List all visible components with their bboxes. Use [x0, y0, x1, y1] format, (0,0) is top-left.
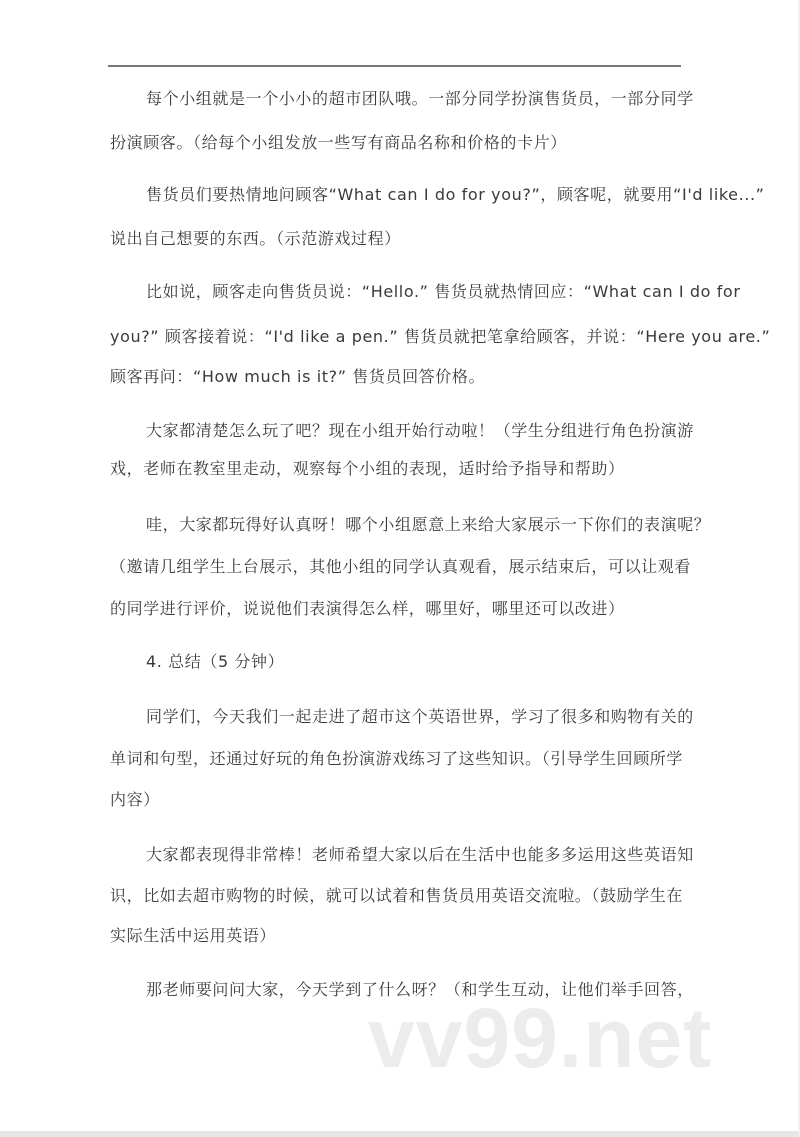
- paragraph-line: 顾客再问：“How much is it?” 售货员回答价格。: [110, 367, 486, 386]
- watermark: vv99.net: [368, 991, 713, 1085]
- paragraph-line: 实际生活中运用英语）: [110, 926, 277, 945]
- page-bottom-edge: [0, 1131, 800, 1137]
- paragraph-line: 戏，老师在教室里走动，观察每个小组的表现，适时给予指导和帮助）: [110, 459, 625, 478]
- paragraph-line: 售货员们要热情地问顾客“What can I do for you?”，顾客呢，就要用“I'd like...”: [146, 185, 765, 204]
- paragraph-line: 大家都表现得非常棒！老师希望大家以后在生活中也能多多运用这些英语知: [146, 845, 694, 864]
- section-heading: 4. 总结（5 分钟）: [146, 652, 285, 671]
- paragraph-line: 那老师要问问大家，今天学到了什么呀？（和学生互动，让他们举手回答，: [146, 980, 694, 999]
- paragraph-line: （邀请几组学生上台展示，其他小组的同学认真观看，展示结束后，可以让观看: [110, 557, 692, 576]
- paragraph-line: 说出自己想要的东西。（示范游戏过程）: [110, 229, 401, 248]
- paragraph-line: 比如说，顾客走向售货员说：“Hello.” 售货员就热情回应：“What can I do for: [146, 282, 741, 301]
- paragraph-line: 识，比如去超市购物的时候，就可以试着和售货员用英语交流啦。（鼓励学生在: [110, 886, 684, 905]
- paragraph-line: 内容）: [110, 790, 160, 809]
- paragraph-line: 同学们，今天我们一起走进了超市这个英语世界，学习了很多和购物有关的: [146, 707, 694, 726]
- paragraph-line: 的同学进行评价，说说他们表演得怎么样，哪里好，哪里还可以改进）: [110, 599, 625, 618]
- header-rule: [108, 65, 681, 67]
- paragraph-line: 扮演顾客。（给每个小组发放一些写有商品名称和价格的卡片）: [110, 133, 567, 152]
- paragraph-line: 哇，大家都玩得好认真呀！哪个小组愿意上来给大家展示一下你们的表演呢？: [146, 515, 711, 534]
- paragraph-line: 大家都清楚怎么玩了吧？现在小组开始行动啦！（学生分组进行角色扮演游: [146, 421, 694, 440]
- paragraph-line: 单词和句型，还通过好玩的角色扮演游戏练习了这些知识。（引导学生回顾所学: [110, 749, 684, 768]
- paragraph-line: 每个小组就是一个小小的超市团队哦。一部分同学扮演售货员，一部分同学: [146, 89, 694, 108]
- paragraph-line: you?” 顾客接着说：“I'd like a pen.” 售货员就把笔拿给顾客，并说：“Here you are.”: [110, 327, 771, 346]
